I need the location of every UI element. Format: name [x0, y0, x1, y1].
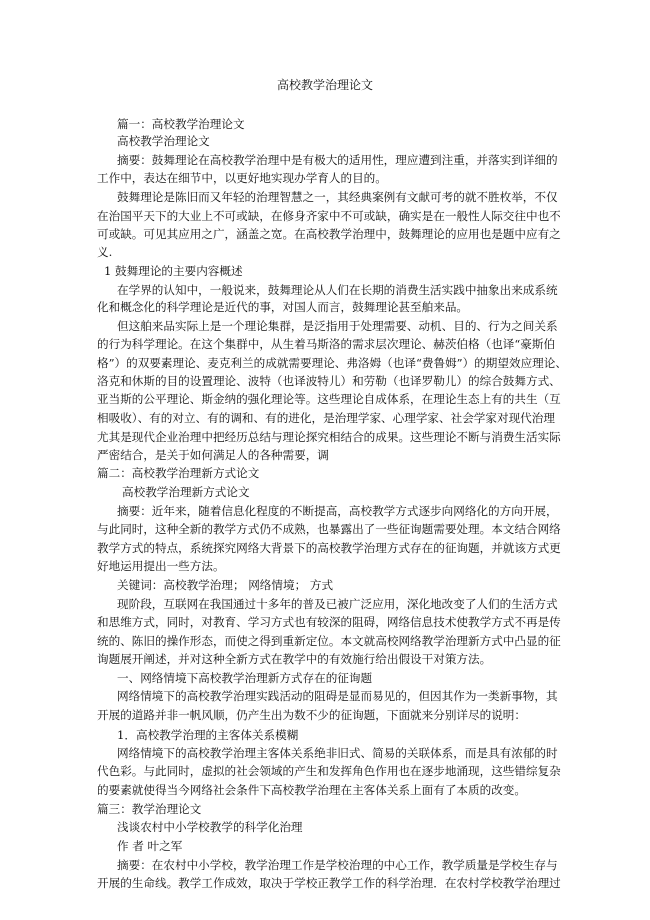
- text-line: 格”）的双要素理论、麦克利兰的成就需要理论、弗洛姆（也译“费鲁姆”）的期望效应理论、: [97, 356, 567, 370]
- text-line: 洛克和休斯的目的设置理论、波特（也译波特儿）和劳勒（也译罗勒儿）的综合鼓舞方式、: [97, 374, 561, 388]
- document-title: 高校教学治理论文: [276, 78, 373, 92]
- text-line: 摘要：在农村中小学校，教学治理工作是学校治理的中心工作，教学质量是学校生存与: [117, 858, 558, 872]
- text-line: 相吸收）、有的对立、有的调和、有的进化，是治理学家、心理学家、社会学家对现代治理: [97, 411, 555, 425]
- text-line: 的要素就使得当今网络社会条件下高校教学治理在主客体关系上面有了本质的改变。: [97, 783, 526, 797]
- text-line: 作 者 叶之军: [117, 839, 183, 853]
- text-line: 好地运用提出一些方法。: [97, 559, 225, 573]
- text-line: 义.: [97, 245, 113, 259]
- text-line: 摘要：近年来，随着信息化程度的不断提高，高校教学方式逐步向网络化的方向开展，: [117, 504, 558, 518]
- text-line: 网络情境下的高校教学治理实践活动的阻碍是显而易见的，但因其作为一类新事物，其: [117, 689, 558, 703]
- text-line: 现阶段，互联网在我国通过十多年的普及已被广泛应用，深化地改变了人们的生活方式: [117, 597, 558, 611]
- text-line: 浅谈农村中小学校教学的科学化治理: [117, 820, 303, 834]
- text-line: 询题展开阐述，并对这种全新方式在教学中的有效施行给出假设干对策方法。: [97, 652, 492, 666]
- text-line: 严密结合，是关于如何满足人的各种需要，调: [97, 448, 329, 462]
- text-line: 统的、陈旧的操作形态，而使之得到重新定位。本文就高校网络教学治理新方式中凸显的征: [97, 634, 561, 648]
- text-line: 工作中，表达在细节中，以更好地实现办学育人的目的。: [97, 171, 387, 185]
- text-line: 的行为科学理论。在这个集群中，从生着马斯洛的需求层次理论、赫茨伯格（也译“豪斯伯: [97, 337, 556, 351]
- text-line: 高校教学治理新方式论文: [122, 485, 250, 499]
- text-line: 篇二：高校教学治理新方式论文: [97, 466, 260, 480]
- text-line: 篇三：教学治理论文: [97, 802, 202, 816]
- text-line: 教学方式的特点，系统探究网络大背景下的高校教学治理方式存在的征询题，并就该方式更: [97, 541, 561, 555]
- text-line: 代色彩。与此同时，虚拟的社会领域的产生和发挥角色作用也在逐步地涌现，这些错综复杂: [97, 764, 561, 778]
- text-line: 1 鼓舞理论的主要内容概述: [104, 264, 243, 278]
- text-line: 尤其是现代企业治理中把经历总结与理论探究相结合的成果。这些理论不断与消费生活实际: [97, 430, 561, 444]
- text-line: 但这舶来品实际上是一个理论集群，是泛指用于处理需要、动机、目的、行为之间关系: [117, 319, 558, 333]
- text-line: 关键词：高校教学治理； 网络情境； 方式: [117, 578, 334, 592]
- text-line: 在治国平天下的大业上不可或缺，在修身齐家中不可或缺，确实是在一般性人际交往中也不: [97, 209, 561, 223]
- text-line: 开展的生命线。教学工作成效，取决于学校正教学工作的科学治理．在农村学校教学治理过: [97, 876, 561, 890]
- text-line: 与此同时，这种全新的教学方式仍不成熟，也暴露出了一些征询题需要处理。本文结合网络: [97, 522, 561, 536]
- text-line: 一、网络情境下高校教学治理新方式存在的征询题: [117, 671, 373, 685]
- text-line: 开展的道路并非一帆风顺，仍产生出为数不少的征询题，下面就来分别详尽的说明：: [97, 708, 526, 722]
- text-line: 篇一：高校教学治理论文: [117, 117, 245, 131]
- text-line: 可或缺。可见其应用之广，涵盖之宽。在高校教学治理中，鼓舞理论的应用也是题中应有之: [97, 227, 561, 241]
- text-line: 亚当斯的公平理论、斯金纳的强化理论等。这些理论自成体系，在理论生态上有的共生（互: [97, 392, 561, 406]
- text-line: 摘要：鼓舞理论在高校教学治理中是有极大的适用性，理应遭到注重，并落实到详细的: [117, 153, 558, 167]
- text-line: 高校教学治理论文: [117, 134, 210, 148]
- text-line: 1．高校教学治理的主客体关系模糊: [117, 728, 299, 742]
- text-line: 化和概念化的科学理论是近代的事，对国人而言，鼓舞理论甚至舶来品。: [97, 300, 469, 314]
- text-line: 网络情境下的高校教学治理主客体关系绝非旧式、简易的关联体系，而是具有浓郁的时: [117, 746, 558, 760]
- text-line: 和思维方式，同时，对教育、学习方式也有较深的阻碍，网络信息技术使教学方式不再是传: [97, 615, 561, 629]
- text-line: 鼓舞理论是陈旧而又年轻的治理智慧之一，其经典案例有文献可考的就不胜枚举，不仅: [117, 190, 558, 204]
- text-line: 在学界的认知中，一般说来，鼓舞理论从人们在长期的消费生活实践中抽象出来成系统: [117, 283, 558, 297]
